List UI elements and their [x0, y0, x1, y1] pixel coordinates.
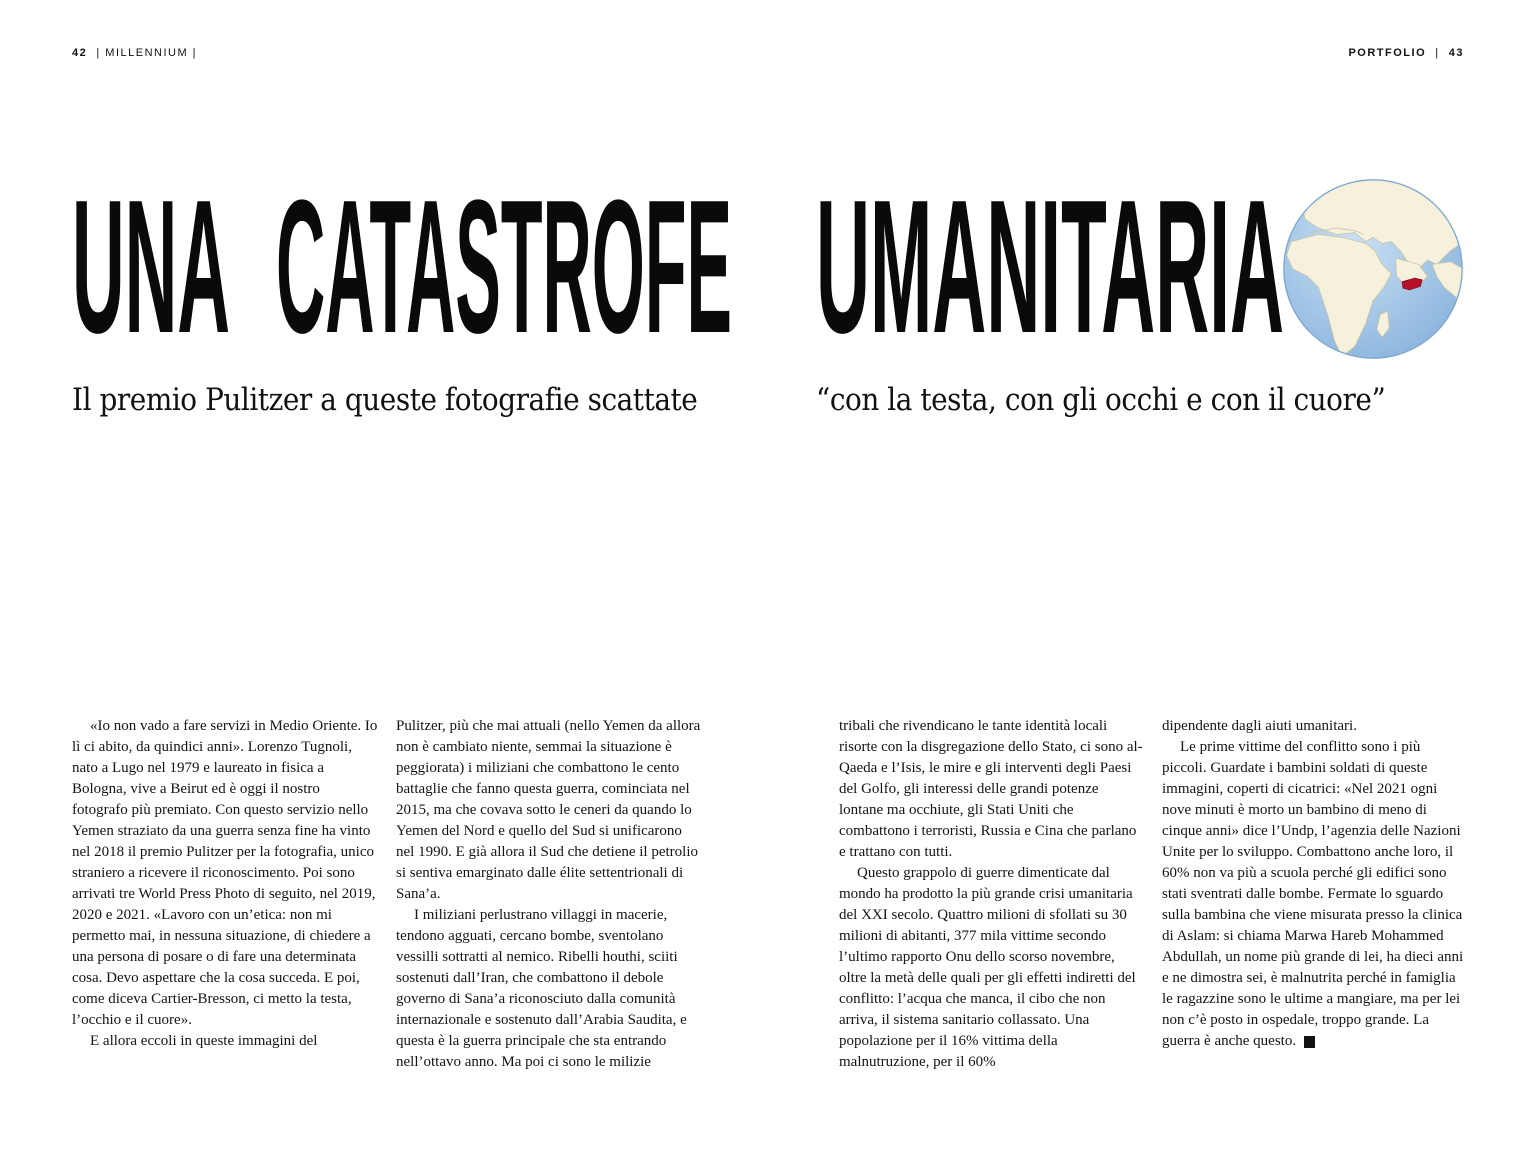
headline-word-2: CATASTROFE [276, 161, 732, 373]
body-column-1 [72, 716, 378, 1052]
headline [72, 161, 1292, 373]
globe-map-icon [1282, 178, 1464, 360]
right-page-number: 43 [1448, 47, 1464, 59]
paragraph: Questo grappolo di guerre dimenticate dal mondo ha prodotto la più grande crisi umanitaria del XXI secolo. Quattro milioni di sfollati su 30 milioni di abitanti, 377 mila vittime secondo l’ultimo rapporto Onu dello scorso novembre, oltre la metà delle quali per gli effetti indiretti del conflitto: l’acqua che manca, il cibo che non arriva, il sistema sanitario collassato. Una popolazione per il 16% vittima della malnutruzione, per il 60% [839, 865, 1136, 1070]
left-folio [72, 47, 197, 59]
left-page-number: 42 [72, 47, 88, 59]
right-separator: | [1435, 47, 1440, 59]
paragraph: «Io non vado a fare servizi in Medio Oriente. Io lì ci abito, da quindici anni». Lorenzo Tugnoli, nato a Lugo nel 1979 e laureato in fisica a Bologna, vive a Beirut ed è oggi il nostro fotografo più premiato. Con questo servizio nello Yemen straziato da una guerra senza fine ha vinto nel 2018 il premio Pulitzer per la fotografia, unico straniero a ricevere il riconoscimento. Poi sono arrivati tre World Press Photo di seguito, nel 2019, 2020 e 2021. «Lavoro con un’etica: non mi permetto mai, in nessuna situazione, di chiedere a una persona di posare o di fare una determinata cosa. Devo aspettare che la cosa succeda. E poi, come diceva Cartier-Bresson, ci metto la testa, l’occhio e il cuore». [72, 718, 378, 1028]
paragraph [1162, 737, 1468, 1052]
paragraph: tribali che rivendicano le tante identità locali risorte con la disgregazione dello Stato, ci sono al-Qaeda e l’Isis, le mire e gli interventi degli Paesi del Golfo, gli interessi delle grandi potenze lontane ma occhiute, gli Stati Uniti che combattono i terroristi, Russia e Cina che parlano e trattano con tutti. [839, 718, 1143, 860]
right-section-name: PORTFOLIO [1348, 47, 1427, 59]
left-section-name: | MILLENNIUM | [96, 47, 198, 59]
body-column-4 [1162, 716, 1468, 1052]
headline-word-3: UMANITARIA [816, 161, 1284, 373]
subtitle-left: Il premio Pulitzer a queste fotografie scattate [72, 382, 698, 418]
right-folio [1348, 47, 1464, 59]
paragraph: dipendente dagli aiuti umanitari. [1162, 718, 1357, 734]
paragraph: Pulitzer, più che mai attuali (nello Yemen da allora non è cambiato niente, semmai la situazione è peggiorata) i miliziani che combattono le cento battaglie che fanno questa guerra, cominciata nel 2015, ma che covava sotto le ceneri da quando lo Yemen del Nord e quello del Sud si unificarono nel 1990. E già allora il Sud che detiene il petrolio si sentiva emarginato dalle élite settentrionali di Sana’a. [396, 718, 701, 902]
end-mark-icon: M [1304, 1036, 1315, 1048]
body-column-3 [839, 716, 1145, 1073]
paragraph: E allora eccoli in queste immagini del [90, 1033, 318, 1049]
body-column-2 [396, 716, 702, 1073]
headline-word-1: UNA [72, 161, 230, 373]
subtitle-right: “con la testa, con gli occhi e con il cuore” [816, 382, 1386, 418]
paragraph: I miliziani perlustrano villaggi in macerie, tendono agguati, cercano bombe, sventolano vessilli sottratti al nemico. Ribelli houthi, sciiti sostenuti dall’Iran, che combattono il debole governo di Sana’a riconosciuto dalla comunità internazionale e sostenuto dall’Arabia Saudita, e questa è la guerra principale che sta entrando nell’ottavo anno. Ma poi ci sono le milizie [396, 907, 687, 1070]
paragraph-text: Le prime vittime del conflitto sono i più piccoli. Guardate i bambini soldati di queste immagini, coperti di cicatrici: «Nel 2021 ogni nove minuti è morto un bambino di meno di cinque anni» dice l’Undp, l’agenzia delle Nazioni Unite per lo sviluppo. Combattono anche loro, il 60% non va più a scuola perché gli edifici sono stati sventrati dalle bombe. Fermate lo sguardo sulla bambina che viene misurata presso la clinica di Aslam: si chiama Marwa Hareb Mohammed Abdullah, un nome più grande di lei, ha dieci anni e ne dimostra sei, è malnutrita perché in famiglia le ragazzine sono le ultime a mangiare, ma per lei non c’è posto in ospedale, troppo grande. La guerra è anche questo. [1162, 739, 1464, 1049]
